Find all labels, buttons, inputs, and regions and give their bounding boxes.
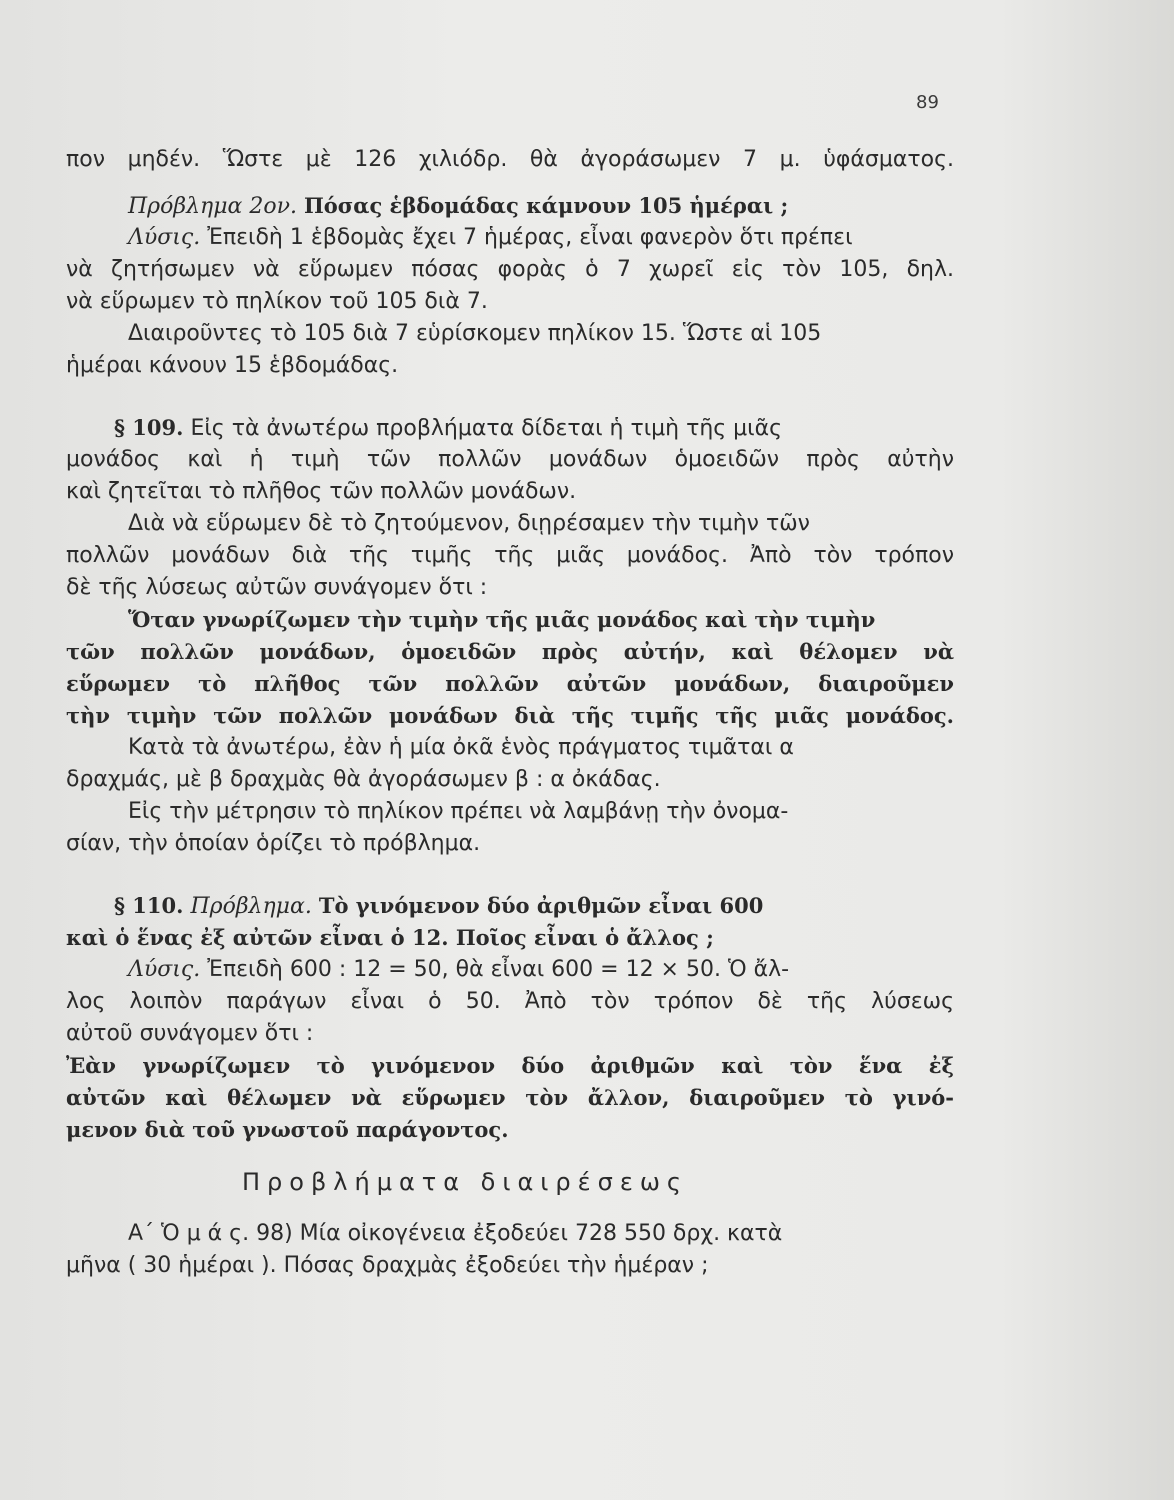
problem-question: Τὸ γινόμενον δύο ἀριθμῶν εἶναι 600 — [318, 893, 764, 918]
text-line: σίαν, τὴν ὁποίαν ὁρίζει τὸ πρόβλημα. — [66, 831, 481, 856]
section-heading: Προβλήματα διαιρέσεως — [242, 1168, 689, 1196]
text-line: πον μηδέν. Ὥστε μὲ 126 χιλιόδρ. θὰ ἀγοράσωμεν 7 μ. ὑφάσματος. — [66, 147, 954, 172]
rule-line: τῶν πολλῶν μονάδων, ὁμοειδῶν πρὸς αὐτήν, καὶ θέλομεν νὰ — [66, 639, 954, 664]
solution-text: Ἐπειδὴ 600 : 12 = 50, θὰ εἶναι 600 = 12 × 50. Ὁ ἄλ- — [207, 957, 790, 982]
text-line: μονάδος καὶ ἡ τιμὴ τῶν πολλῶν μονάδων ὁμοειδῶν πρὸς αὐτὴν — [66, 447, 954, 472]
rule-line: μενον διὰ τοῦ γνωστοῦ παράγοντος. — [66, 1117, 509, 1142]
exercise-line: μῆνα ( 30 ἡμέραι ). Πόσας δραχμὰς ἐξοδεύει τὴν ἡμέραν ; — [66, 1253, 709, 1278]
text-line: δραχμάς, μὲ β δραχμὰς θὰ ἀγοράσωμεν β : α ὀκάδας. — [66, 767, 661, 792]
section-number: § 109. — [114, 415, 184, 440]
problem-2-line — [66, 190, 954, 222]
exercise-line: Α΄ Ὁ μ ά ς. 98) Μία οἰκογένεια ἐξοδεύει 728 550 δρχ. κατὰ — [128, 1221, 783, 1246]
rule-line: εὕρωμεν τὸ πλῆθος τῶν πολλῶν αὐτῶν μονάδων, διαιροῦμεν — [66, 671, 954, 696]
rule-line: τὴν τιμὴν τῶν πολλῶν μονάδων διὰ τῆς τιμῆς τῆς μιᾶς μονάδος. — [66, 703, 954, 728]
section-110-line — [66, 890, 954, 922]
solution-line — [66, 222, 954, 254]
solution-label: Λύσις. — [128, 957, 201, 982]
text-line: καὶ ζητεῖται τὸ πλῆθος τῶν πολλῶν μονάδων. — [66, 479, 577, 504]
solution-line — [66, 954, 954, 986]
page-number: 89 — [916, 92, 939, 113]
section-text: Εἰς τὰ ἀνωτέρω προβλήματα δίδεται ἡ τιμὴ τῆς μιᾶς — [190, 416, 783, 441]
section-number: § 110. — [114, 893, 184, 918]
text-line: νὰ εὕρωμεν τὸ πηλίκον τοῦ 105 διὰ 7. — [66, 289, 488, 314]
section-109-line — [66, 412, 954, 444]
problem-label: Πρόβλημα 2ον. — [128, 194, 297, 219]
text-line: Εἰς τὴν μέτρησιν τὸ πηλίκον πρέπει νὰ λαμβάνῃ τὴν ὀνομα- — [128, 799, 789, 824]
text-line: Διὰ νὰ εὕρωμεν δὲ τὸ ζητούμενον, διῃρέσαμεν τὴν τιμὴν τῶν — [128, 511, 810, 536]
solution-text: Ἐπειδὴ 1 ἑβδομὰς ἔχει 7 ἡμέρας, εἶναι φανερὸν ὅτι πρέπει — [207, 225, 853, 250]
rule-line: αὐτῶν καὶ θέλωμεν νὰ εὕρωμεν τὸν ἄλλον, διαιροῦμεν τὸ γινό- — [66, 1085, 954, 1110]
rule-line: Ὅταν γνωρίζωμεν τὴν τιμὴν τῆς μιᾶς μονάδος καὶ τὴν τιμὴν — [128, 607, 876, 632]
page-body — [66, 144, 954, 1282]
text-line: λος λοιπὸν παράγων εἶναι ὁ 50. Ἀπὸ τὸν τρόπον δὲ τῆς λύσεως — [66, 989, 954, 1014]
solution-label: Λύσις. — [128, 225, 201, 250]
text-line: νὰ ζητήσωμεν νὰ εὕρωμεν πόσας φορὰς ὁ 7 χωρεῖ εἰς τὸν 105, δηλ. — [66, 257, 954, 282]
text-line: Διαιροῦντες τὸ 105 διὰ 7 εὑρίσκομεν πηλίκον 15. Ὥστε αἱ 105 — [128, 321, 822, 346]
problem-question: Πόσας ἑβδομάδας κάμνουν 105 ἡμέραι ; — [303, 193, 789, 218]
text-line: δὲ τῆς λύσεως αὐτῶν συνάγομεν ὅτι : — [66, 575, 488, 600]
problem-label: Πρόβλημα. — [190, 894, 312, 919]
problem-question-cont: καὶ ὁ ἕνας ἐξ αὐτῶν εἶναι ὁ 12. Ποῖος εἶναι ὁ ἄλλος ; — [66, 925, 714, 950]
text-line: ἡμέραι κάνουν 15 ἑβδομάδας. — [66, 353, 399, 378]
text-line: Κατὰ τὰ ἀνωτέρω, ἐὰν ἡ μία ὀκᾶ ἑνὸς πράγματος τιμᾶται α — [128, 735, 794, 760]
text-line: αὐτοῦ συνάγομεν ὅτι : — [66, 1021, 314, 1046]
text-line: πολλῶν μονάδων διὰ τῆς τιμῆς τῆς μιᾶς μονάδος. Ἀπὸ τὸν τρόπον — [66, 543, 954, 568]
rule-line: Ἐὰν γνωρίζωμεν τὸ γινόμενον δύο ἀριθμῶν καὶ τὸν ἕνα ἐξ — [66, 1053, 954, 1078]
